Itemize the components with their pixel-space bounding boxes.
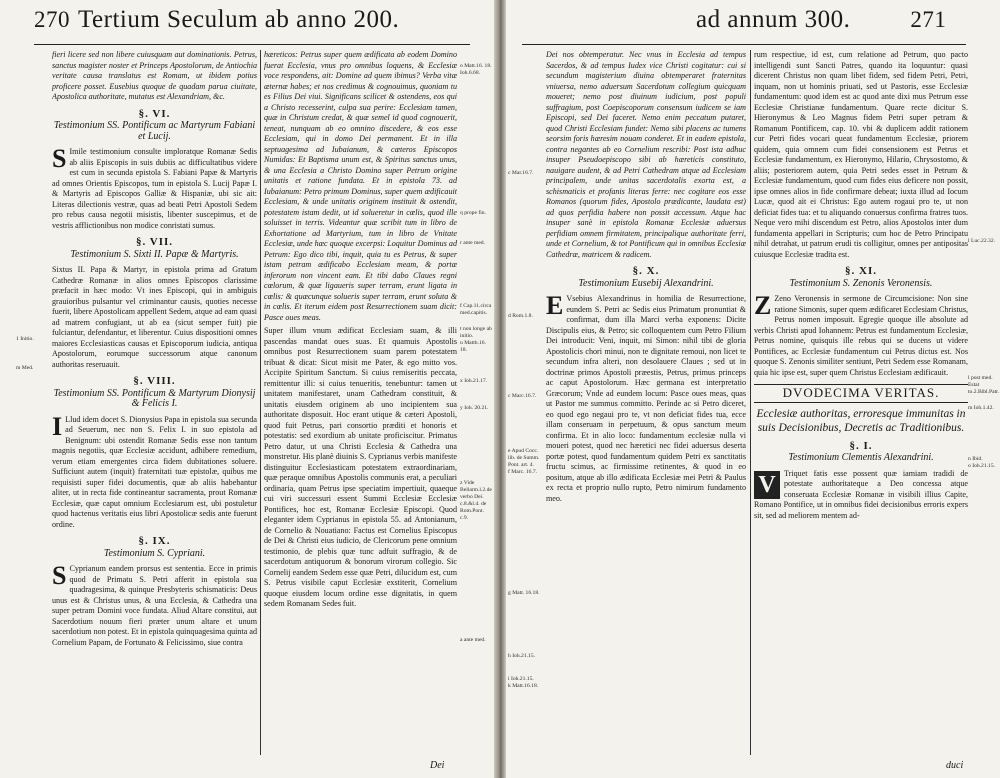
section-6-number: §. VI. xyxy=(138,107,171,120)
right-col2-text: rum respectiue, id est, cum relatione ad Petrum, quo pacto intelligendi sunt Sancti Patres, quando ita loquuntur: quasi dicerent Christus non quam libet fidem, sed fidem Petri, Petri, inquam, non ut hominis priuati, sed ut Pastoris, esse Ecclesiæ fundamentum: quod idem est ac quod ante dixi mus Petrum esse Ecclesiæ Christianæ fundamentum. Quare recte dicitur S. Hieronymus & Leo Magnus fidem Petri super petram & Romanum Pontificem, cap. 10. vbi & duplicem addit rationem cur Petri fides vocari queat fundamentum Ecclesiæ, priorem quidem, quia omnem cum fidei consensionem est Petrus et Ecclesiæ fundamentum, ex Hieronymo, Hilario, Chrysostomo, & aliis; posteriorem autem, quia Petri sedes esset in Petrum & Ecclesiæ fundamentum, quod cum fides eius deficere non possit, ipse omnes alios in fide confirmare debeat; iuxta illud ad Iocum Lucæ, quod ait ei Christus: Ego autem rogaui pro te, ut non deficiat fides tua: et tu aliquando conuersus confirma fratres tuos. Neque vero mihi discendum est Petro, alios Apostolos inter dum fundamenta appellari in Scripturis; cum hoc de Petro Principatu nihil detrahat, ut patrum erudi tis colligitur, omnes per antipositas cuiusque Ecclesiæ tradita est. xyxy=(754,50,968,259)
dropcap-z: Z xyxy=(754,291,772,320)
right-column-rule xyxy=(750,50,751,755)
margin-note: t non longe ab initio. u Matth.16. 18. xyxy=(460,326,492,353)
left-page-title: Tertium Seculum ab anno 200. xyxy=(78,6,400,33)
section-11-title: Testimonium S. Zenonis Veronensis. xyxy=(789,277,933,289)
margin-note: f Cap.11.circa med.capitis. xyxy=(460,303,492,316)
section-8-number: §. VIII. xyxy=(133,375,176,387)
section-9-text: S Cyprianum eandem prorsus est sententia. Ecce in primis quod de Primatu S. Petri afferit in epistola sua quadragesima, & quinque Presbyteris schismaticis: Deus unus est & Christus unus, & una Ecclesia, & Cathedra una super petram Domini voce fundata. Aliud Altare constitui, aut Sacerdotium nouum fieri præter unum altare et unum sacerdotium non potest. Et in epistola quinquagesima quinta ad Cornelium Papam, de Fortunato & Felicissimo, siue contra xyxy=(52,561,257,647)
margin-note: g Matt. 16.18. xyxy=(508,590,540,596)
section-8-title: Testimonium SS. Pontificum & Martyrum Dionysij & Felicis I. xyxy=(53,387,256,409)
truth-banner-subtitle: Ecclesiæ authoritas, erroresque immunitas in suis Decisionibus, Decretis ac Traditionibus. xyxy=(756,407,966,434)
margin-note: l post med. Estat to.2.Bibl.Patr. xyxy=(968,375,1000,395)
section-8-text: I Llud idem docet S. Dionysius Papa in epistola sua secunda ad Seuerum, nec non S. Felix I. in suo epistola ad Benignum: ubi ostendit Romanæ Sedis esse non tantum magnis negotiis, quæ Ecclesiæ accidunt, adhibere remedium, verum etiam emergentes circa fidem dubitationes soluere. Sufficiunt autem (inquit) fraternitati tuæ epistolæ, quibus me requisisti super fidei documentis, quæ ab aliis habebantur aliter, ut in recta fide contineantur sacramenta, prout Romanæ Ecclesiæ, quæ caput omnium Ecclesiarum est, ubi postuletur quod hactenus veritatis eius libri Apostolicæ sedis ante fuerunt ordine. xyxy=(52,411,257,529)
margin-note: l Luc.22.32. xyxy=(968,238,996,244)
dropcap-s: S xyxy=(52,144,67,173)
section-7-text: Sixtus II. Papa & Martyr, in epistola prima ad Gratum Cathedræ Romanæ in alios omnes Episcopos clarissime præfacit in hæc modo: Vt ines Episcopi, qui in ambiguis grauioribus pulsantur vel criminantur causis, quoties necesse fuerit, libere Apostolicam appellent Sedem, atque ad eam quasi ad matrem confugiant, ut ab ea (sicut semper fuit) pie fulciantur, defendantur, et liberentur. Cuius dispositioni omnes maiores Ecclesiasticas causas et Episcoporum iudicia, antiqua Apostolorum, eorumque successorum atque canonum authoritas reseruauit. xyxy=(52,265,257,369)
left-head-rule xyxy=(34,44,470,45)
section-7-number: §. VII. xyxy=(135,236,174,248)
truth-banner: DVODECIMA VERITAS. xyxy=(754,384,968,403)
left-col1-intro: fieri licere sed non libere cuiusquam aut dominationis. Petrus, sanctus magister noster et Princeps Apostolorum, de Antiochia veritate causa translatus est Romam, ut ibidem potius proficere posset. Eusebius quoque de quadam parua ciuitate, Apostolica authoritate, mutatus est Alexandriam, &c. xyxy=(52,50,257,101)
book-gutter xyxy=(494,0,506,778)
section-9-number: §. IX. xyxy=(138,535,171,547)
margin-note: o Matt.16. 18. Ioh.6.68. xyxy=(460,63,492,76)
dropcap-i: I xyxy=(52,411,63,441)
section-1-text: V Triquet fatis esse possent quæ iamiam tradidi de potestate authoritateque a Deo concessa atque conseruata Ecclesiæ Romanæ in visibili illius Capite, Romano Pontifice, ut in omnibus fidei decisionibus erroris expers sit, sed ad meliorem mentem ad- xyxy=(754,468,968,520)
margin-note: c Marc.16.7. xyxy=(508,393,537,399)
margin-note: q prope fin. xyxy=(460,210,486,216)
section-6-title: Testimonium SS. Pontificum ac Martyrum Fabiani et Lucij. xyxy=(53,120,256,142)
left-catchword: Dei xyxy=(430,760,445,771)
left-col2-text-a: hæreticos: Petrus super quem ædificata ab eodem Domino fuerat Ecclesia, vnus pro omnibus loquens, & Ecclesiæ voce respondens, ait: Domine ad quem ibimus? Verba vitæ æternæ habes; et nos credimus & cognouimus, quoniam tu es Filius Dei viui. Significans scilicet & ostendens, eos qui a Christo recesserint, culpa sua perire: Ecclesiam tamen, quæ in Christum credat, & quæ semel id quod cognouerit, teneat, nunquam ab eo omnino discedere, & eos esse Ecclesiam, qui in domo Dei permanent. Et in illa septuagesima ad Iubaianum, & cæteros Episcopos Numidas: Et Baptisma unum est, & Spiritus sanctus unus, & una Ecclesia a Christo Domino super Petrum origine unitatis et ratione fundata. Et in epistola 73. ad Iubaianum: Petro primum Dominus, super quem ædificauit Ecclesiam, & unde unitatis originem instituit & ostendit, potestatem istam dedit, ut id solueretur in cœlis, quod ille soluisset in terris. Videantur quæ scribit tum in libro de Exhortatione ad Martyrium, tum in libro de Vnitate Ecclesiæ, unde hæc quoque excerpsi: Loquitur Dominus ad Petrum: Ego dico tibi, inquit, quia tu es Petrus, & super istam petram ædificabo Ecclesiam meam, & portæ inferorum non vincent eam. Et tibi dabo Claues regni cœlorum, & quæ ligaueris super terram, erunt ligata in cœlis: & quæcunque solueris super terram, erunt soluta & in cœlis. Et iterum eidem post Resurrectionem suam dicit: Pasce oues meas. xyxy=(264,50,457,322)
section-10-title: Testimonium Eusebij Alexandrini. xyxy=(578,277,714,289)
section-1-title: Testimonium Clementis Alexandrini. xyxy=(788,452,934,463)
right-head-rule xyxy=(522,44,966,45)
right-column-2 xyxy=(754,50,968,770)
ornamental-initial-v: V xyxy=(754,471,780,499)
right-running-head xyxy=(526,6,966,46)
section-9-title: Testimonium S. Cypriani. xyxy=(103,547,206,559)
left-page xyxy=(0,0,494,778)
margin-note: r ante med. xyxy=(460,240,486,246)
margin-note: i Ioh.21.15. k Matt.16.18. xyxy=(508,676,539,689)
margin-note: z Vide Bellarm.l.2.de verbo Dei. c.8.&l.4. de Rom.Pont. c.9. xyxy=(460,480,492,521)
margin-note: m Med. xyxy=(16,365,34,371)
right-page-number: 271 xyxy=(910,7,947,32)
left-col2-text-b: Super illum vnum ædificat Ecclesiam suam, & illi pascendas mandat oues suas. Et quamuis Apostolis omnibus post Resurrectionem suam parem potestatem tribuat & dicat: Sicut misit me Pater, & ego mitto vos. Accipite Spiritum Sanctum. Si cuius remiseritis peccata, remittentur illi: si cuius tenueritis, tenebuntur: tamen ut unitatem manifestaret, unam Cathedram constituit, & unitatis eiusdem originem ab uno incipientem sua authoritate disposuit. Hoc erant utique & cæteri Apostoli, quod fuit Petrus, pari consortio præditi et honoris et potestatis: sed exordium ab unitate proficiscitur. Primatus Petro datur, ut una Christi Ecclesia & Cathedra una monstretur. His planè diuinis S. Cyprianus verbis manifeste distinguitur Ecclesiasticam potestatem extraordinariam, quæ peraque omnibus Apostolis communis erat, a peculiari ordinaria, quam Petrus ipse speciatim impertiuit, quaeque cui viri successuri essent Summi Ecclesiæ Ecclesiæ Pontifices, hoc est, Romanæ Ecclesiæ Episcopi. Quod eleganter idem Cyprianus in epistola 55. ad Antonianum, de Cornelio & Nouatiano: Factus est Cornelius Episcopus de Dei & Christi eius iudicio, de Clericorum pene omnium testimonio, de plebis quæ tunc adfuit suffragio, & de sacerdotum antiquorum & bonorum virorum collegio. Sic Cornelij eandem Sedem esse quæ Petri, dilucidum est, cum S. Petrus visibile caput Ecclesiæ exstiterit, Cornelium quoque eiusdem locum ordine esse dignitatis, in quem sedem Romanam Sedes fuit. xyxy=(264,326,457,608)
margin-note: h Ioh.21.15. xyxy=(508,653,536,659)
left-column-rule xyxy=(260,50,261,755)
margin-note: e Apud Cocc. lib. de Summ. Pont. art. 4. f Marc. 16.7. xyxy=(508,448,540,475)
right-page-title: ad annum 300. xyxy=(696,6,851,33)
right-col1-intro: Dei nos obtemperatur. Nec vnus in Ecclesia ad tempus Sacerdos, & ad tempus Iudex vice Christi cogitatur: cui si secundum magisterium diuina obtemperaret fraternitas vniuersa, nemo aduersum Sacerdotum collegium quicquam moueret; nemo post diuinum iudicium, post populi suffragium, post Coepiscoporum consensum iudicem se iam Episcopi, sed Dei faceret. Nemo enim peccatum putaret, quod Christi Ecclesiam fundet: Nemo sibi placens ac tumens seorsim foris hæresim nouam conderet. Et in eadem epistola, contra negantes ab eo Cornelium rescribi: Post ista adhuc insuper Pseudoepiscopo sibi ab hæreticis constituto, nauigare audent, & ad Petri Cathedram atque ad Ecclesiam principalem, unde unitas sacerdotalis exorta est, a schismaticis et profanis literas ferre: nec cogitare eos esse Romanos (quorum fides, Apostolo prædicante, laudata est) ad quos perfidia habere non possit accessum. Atque hac insuper sanè in epistola Romanæ Ecclesiæ aduersus perfidiam omnem firmitatem, principalique authoritate ferri, unde et Cornelium, & tot Pontificum qui in omnibus Ecclesiæ Cathedræ, matricem & radicem. xyxy=(546,50,746,259)
dropcap-s2: S xyxy=(52,561,67,590)
margin-note: a ante med. xyxy=(460,637,486,643)
section-6-text: S Imile testimonium consulte imploratque Romanæ Sedis ab aliis Episcopis in suis dubiis ac difficultatibus videre est cum in secunda epistola S. Fabiani Papæ & Martyris ad omnes Orientis Episcopos, tum in epistola S. Lucij Papæ I. & Martyris ad Episcopos Galliæ & Hispaniæ, ubi sic ait: Literas dilectionis vestræ, quas ad beati Petri Apostoli Sedem pro rebus causa negotii misistis, libenter suscepimus, et de vestris afflictionibus non modice conristati sumus. xyxy=(52,144,257,230)
margin-note: c Mar.16.7. xyxy=(508,170,534,176)
dropcap-e: E xyxy=(546,291,564,320)
margin-note: x Ioh.21.17. xyxy=(460,378,488,384)
right-catchword: duci xyxy=(946,760,964,771)
section-7-title: Testimonium S. Sixti II. Papæ & Martyris. xyxy=(70,248,239,260)
margin-note: y Ioh. 20.21. xyxy=(460,405,489,411)
left-column-1 xyxy=(52,50,257,770)
left-column-2 xyxy=(264,50,457,760)
right-page xyxy=(506,0,1000,778)
section-1-number: §. I. xyxy=(849,439,873,452)
margin-note: 1 Initio. xyxy=(16,336,34,342)
margin-note: n Ibid. o Ioh.21.15. xyxy=(968,456,996,469)
left-running-head xyxy=(34,6,474,46)
section-11-text: Z Zeno Veronensis in sermone de Circumcisione: Non sine ratione Simonis, super quem ædificaret Ecclesiam Christus, Petrus nomen imposuit. Egregie quoque ille absolute ad verbis Christi apud Iohannem: Petrus est fundamentum Ecclesiæ, Petrus nomine, quisquis ille rebus qui se ducens ut videre Pontifices, ac Ecclesiæ fundamentum cui Petrus dictus est. Nos quoque S. Zenonis similiter sentiunt, Petri Sedem esse Romanam, quia hic ipse est, super quem Christus Ecclesiam ædificauit. xyxy=(754,291,968,377)
section-11-number: §. XI. xyxy=(845,265,877,277)
right-column-1 xyxy=(546,50,746,770)
margin-note: m Ioh.1.42. xyxy=(968,405,994,411)
left-page-number: 270 xyxy=(34,7,70,32)
margin-note: d Rom.1.8. xyxy=(508,313,533,319)
section-10-text: E Vsebius Alexandrinus in homilia de Resurrectione, eundem S. Petri ac Sedis eius Primatum pronuntiat & confirmat, dum illa Marci verba exponens: Dicite Discipulis eius, & Petro; sic colloquentem cum Petro Filium Dei introducit: Veni, inquit, mi Simon: nihil tibi de gloria Apostolicis chori minui, non te dignitate remoui, non licet te secundum infra alteri, non desolauere Claues ; sed ut in doctrinæ primos Apostoli præestis, Petrus, primus princeps ac caput Apostolorum. Hæc germana est interpretatio Græcorum; Vnde ad eundem locum: Pasce oues meas, quas ut Pastor me summus committo. Perinde ac si Petro diceret, eo quod ego negaui pro te, vt non deficiat fides tua, ecce illam conseruam in perpetuum, & opus sanctum meum confirma. Et in alio loco: fundamentum ecclesiæ nulla vi moueri potest, quod nec hæretici nec fidei aduersus deserta portæ potest, quod fundamentum quidem Petri ex sanctitatis fructu scimus, ac firmissime retinentes, & quod in eo positum, atque ab illo ædificata Ecclesiæ mei Petri & Paulus ex recta et proprio nullo rupto, Petro nimirum fundamento meo. xyxy=(546,291,746,503)
section-10-number: §. X. xyxy=(632,265,660,277)
